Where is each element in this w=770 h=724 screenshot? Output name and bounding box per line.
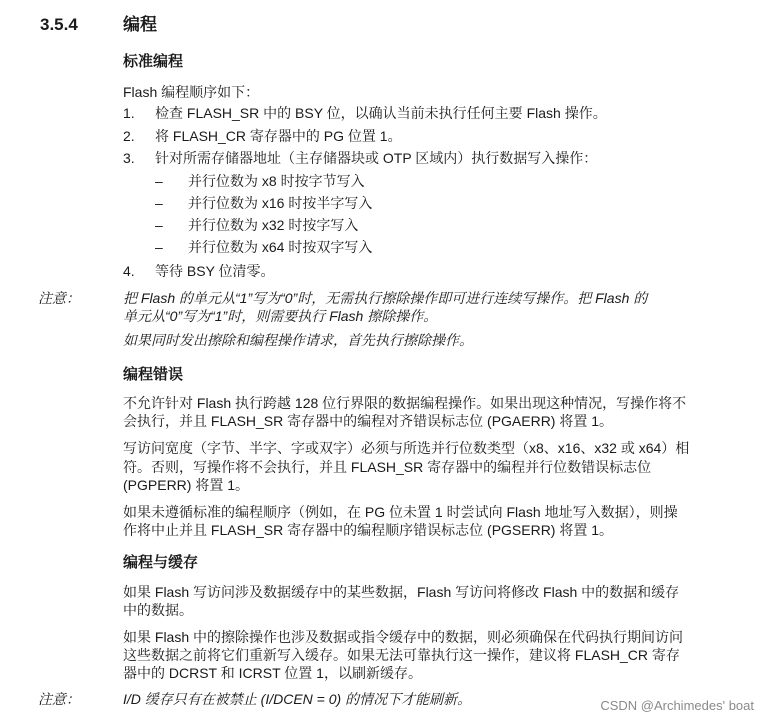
paragraph-line: 作将中止并且 FLASH_SR 寄存器中的编程顺序错误标志位 (PGSERR) 将置 1。 [123, 522, 614, 538]
paragraph-line: 符。否则，写操作将不会执行，并且 FLASH_SR 寄存器中的编程并行位数错误标志位 [123, 459, 652, 475]
step-number: 2. [123, 128, 135, 144]
note-text-line: 单元从“0”写为“1”时，则需要执行 Flash 擦除操作。 [123, 308, 438, 324]
step-number: 1. [123, 105, 135, 121]
paragraph-line: 中的数据。 [123, 602, 193, 618]
dash-bullet: – [155, 173, 163, 189]
paragraph-line: 如果未遵循标准的编程顺序（例如，在 PG 位未置 1 时尝试向 Flash 地址写入数据），则操 [123, 504, 678, 520]
heading-standard-programming: 标准编程 [123, 53, 184, 70]
step-number: 3. [123, 150, 135, 166]
watermark: CSDN @Archimedes' boat [600, 698, 754, 713]
dash-bullet: – [155, 217, 163, 233]
paragraph-line: 会执行，并且 FLASH_SR 寄存器中的编程对齐错误标志位 (PGAERR) 将置 1。 [123, 413, 614, 429]
sub-item: 并行位数为 x64 时按双字写入 [188, 239, 373, 255]
section-title: 编程 [123, 15, 157, 34]
dash-bullet: – [155, 195, 163, 211]
note-text-line: 把 Flash 的单元从“1”写为“0”时，无需执行擦除操作即可进行连续写操作。把 Flash 的 [123, 290, 648, 306]
heading-programming-errors: 编程错误 [123, 366, 184, 383]
heading-programming-cache: 编程与缓存 [123, 554, 199, 571]
note-label: 注意： [38, 290, 80, 306]
step-text: 检查 FLASH_SR 中的 BSY 位，以确认当前未执行任何主要 Flash 操作。 [155, 105, 607, 121]
step-text: 针对所需存储器地址（主存储器块或 OTP 区域内）执行数据写入操作： [155, 150, 598, 166]
paragraph-line: 如果 Flash 中的擦除操作也涉及数据或指令缓存中的数据，则必须确保在代码执行期间访问 [123, 629, 684, 645]
sub-item: 并行位数为 x32 时按字写入 [188, 217, 359, 233]
paragraph-line: 写访问宽度（字节、半字、字或双字）必须与所选并行位数类型（x8、x16、x32 或 x64）相 [123, 440, 690, 456]
sub-item: 并行位数为 x8 时按字节写入 [188, 173, 365, 189]
section-number: 3.5.4 [40, 15, 78, 34]
sub-item: 并行位数为 x16 时按半字写入 [188, 195, 373, 211]
step-number: 4. [123, 263, 135, 279]
paragraph-line: 不允许针对 Flash 执行跨越 128 位行界限的数据编程操作。如果出现这种情况，写操作将不 [123, 395, 687, 411]
step-text: 将 FLASH_CR 寄存器中的 PG 位置 1。 [155, 128, 402, 144]
note-label: 注意： [38, 691, 80, 707]
paragraph-line: 如果 Flash 写访问涉及数据缓存中的某些数据，Flash 写访问将修改 Flash 中的数据和缓存 [123, 584, 680, 600]
note-text-line: I/D 缓存只有在被禁止 (I/DCEN = 0) 的情况下才能刷新。 [123, 691, 472, 707]
step-text: 等待 BSY 位清零。 [155, 263, 275, 279]
programming-intro: Flash 编程顺序如下： [123, 84, 260, 100]
paragraph-line: 器中的 DCRST 和 ICRST 位置 1，以刷新缓存。 [123, 665, 422, 681]
paragraph-line: (PGPERR) 将置 1。 [123, 477, 250, 493]
paragraph-line: 这些数据之前将它们重新写入缓存。如果无法可靠执行这一操作，建议将 FLASH_CR 寄存 [123, 647, 680, 663]
note-text-line: 如果同时发出擦除和编程操作请求，首先执行擦除操作。 [123, 332, 473, 348]
dash-bullet: – [155, 239, 163, 255]
